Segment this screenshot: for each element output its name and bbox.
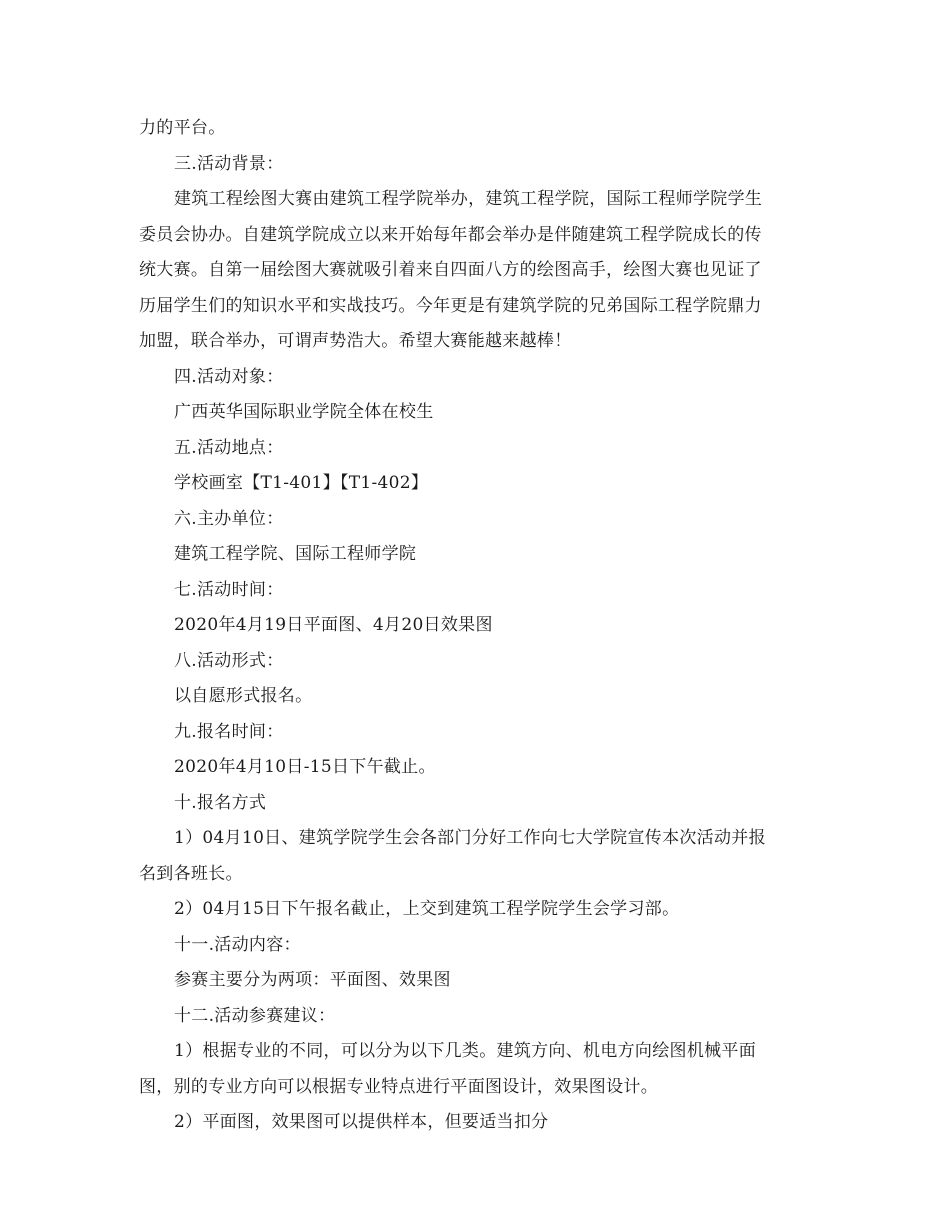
paragraph-line: 建筑工程学院、国际工程师学院 [174, 544, 417, 564]
section-heading-registration-time: 九.报名时间： [174, 721, 284, 742]
paragraph-line: 参赛主要分为两项：平面图、效果图 [174, 970, 451, 990]
paragraph-line: 力的平台。 [139, 118, 226, 138]
paragraph-line: 学校画室【T1-401】【T1-402】 [174, 473, 429, 493]
paragraph-line: 1）根据专业的不同，可以分为以下几类。建筑方向、机电方向绘图机械平面 [174, 1041, 757, 1061]
paragraph-line: 名到各班长。 [139, 863, 243, 884]
paragraph-line: 统大赛。自第一届绘图大赛就吸引着来自四面八方的绘图高手，绘图大赛也见证了 [139, 260, 762, 280]
document-body [139, 111, 819, 1141]
paragraph-line: 2020年4月19日平面图、4月20日效果图 [174, 615, 493, 635]
section-heading-organizer: 六.主办单位： [174, 508, 284, 529]
section-heading-location: 五.活动地点： [174, 437, 284, 458]
paragraph-line: 历届学生们的知识水平和实战技巧。今年更是有建筑学院的兄弟国际工程学院鼎力 [139, 295, 762, 316]
paragraph-line: 2）04月15日下午报名截止，上交到建筑工程学院学生会学习部。 [174, 899, 680, 919]
paragraph-line: 2020年4月10日-15日下午截止。 [174, 757, 436, 777]
paragraph-line: 以自愿形式报名。 [174, 686, 313, 706]
paragraph-line: 广西英华国际职业学院全体在校生 [174, 402, 434, 422]
section-heading-time: 七.活动时间： [174, 579, 284, 600]
paragraph-line: 2）平面图，效果图可以提供样本，但要适当扣分 [174, 1112, 549, 1132]
section-heading-background: 三.活动背景： [174, 153, 284, 174]
section-heading-content: 十一.活动内容： [174, 934, 301, 955]
paragraph-line: 1）04月10日、建筑学院学生会各部门分好工作向七大学院宣传本次活动并报 [174, 828, 766, 848]
section-heading-suggestions: 十二.活动参赛建议： [174, 1005, 336, 1026]
section-heading-format: 八.活动形式： [174, 650, 284, 671]
paragraph-line: 加盟，联合举办，可谓声势浩大。希望大赛能越来越棒！ [139, 331, 572, 351]
section-heading-target: 四.活动对象： [174, 366, 284, 387]
paragraph-line: 建筑工程绘图大赛由建筑工程学院举办，建筑工程学院，国际工程师学院学生 [174, 189, 763, 209]
section-heading-registration-method: 十.报名方式 [174, 792, 267, 813]
paragraph-line: 委员会协办。自建筑学院成立以来开始每年都会举办是伴随建筑工程学院成长的传 [139, 224, 762, 245]
paragraph-line: 图，别的专业方向可以根据专业特点进行平面图设计，效果图设计。 [139, 1076, 658, 1097]
